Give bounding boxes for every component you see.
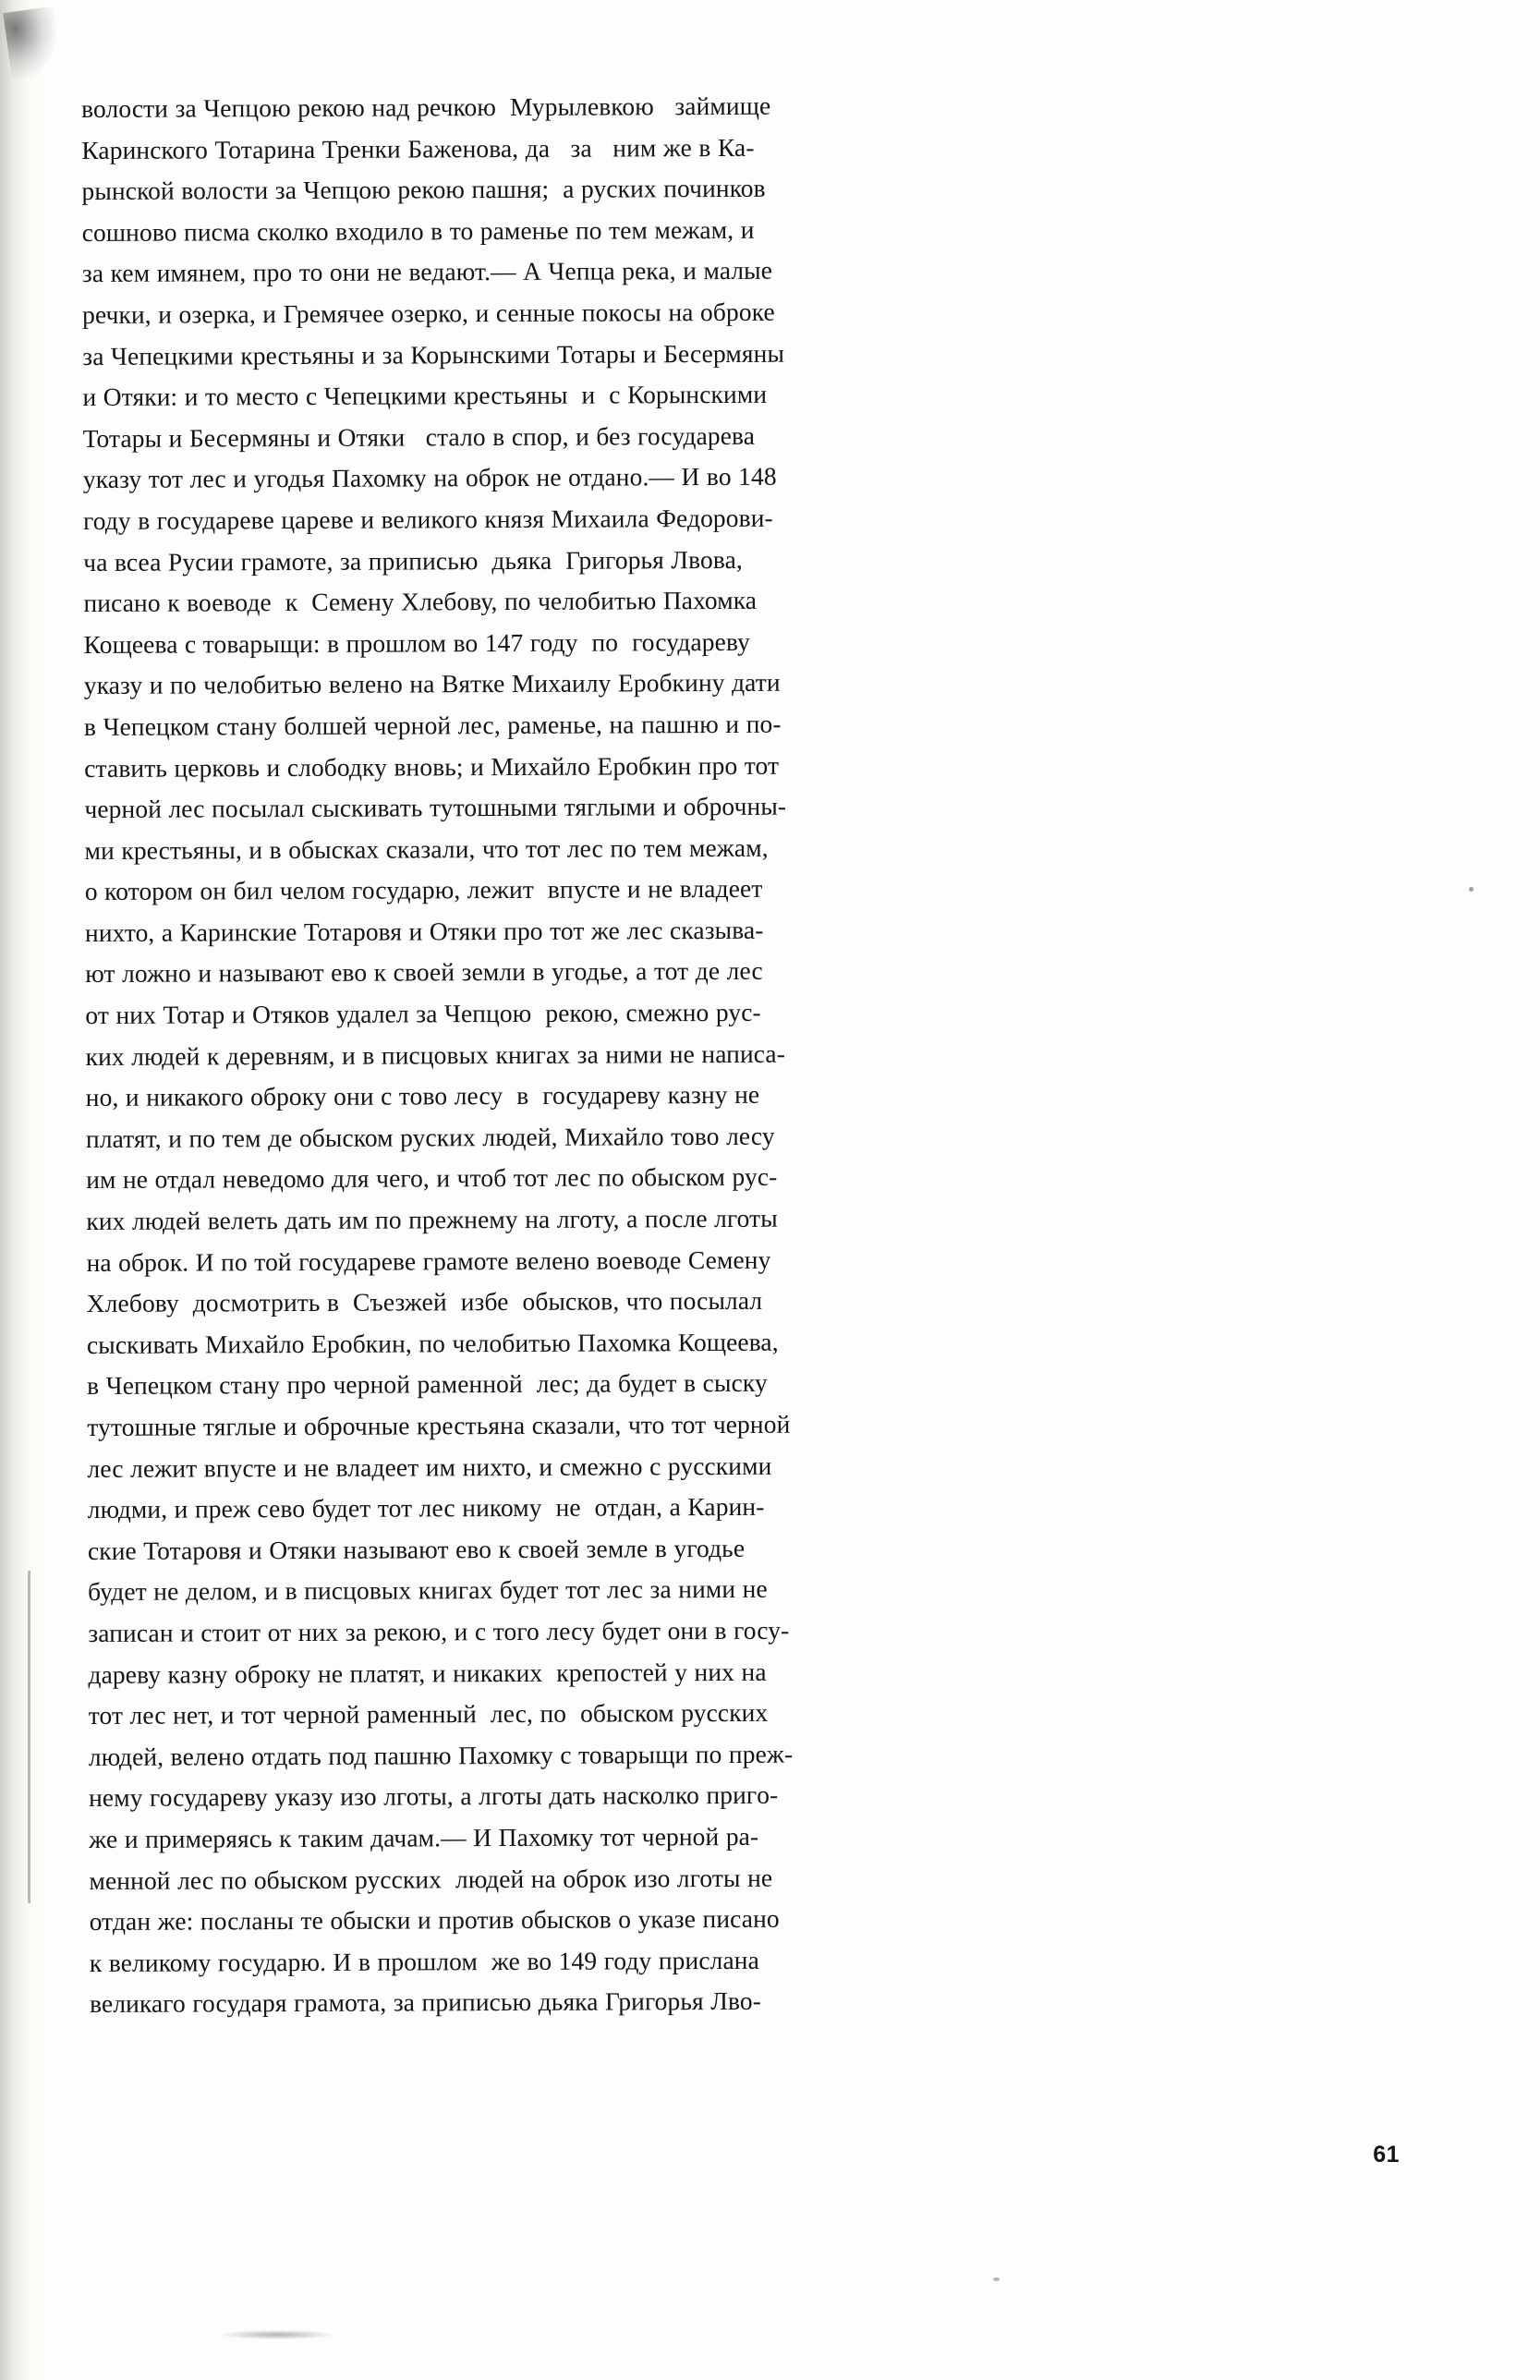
body-line: отдан же: посланы те обыски и против обысков о указе писано [89, 1903, 780, 1937]
body-line: писано к воеводе к Семену Хлебову, по челобитью Пахомка [83, 585, 758, 618]
body-line: в Чепецком стану болшей черной лес, раменье, на пашню и по- [83, 709, 782, 741]
speck-artifact-bottom [993, 2277, 1000, 2281]
body-line: великаго государя грамота, за приписью дьяка Григорья Лво- [89, 1986, 762, 2019]
body-line: и Отяки: и то место с Чепецкими крестьяны и с Корынскими [82, 379, 768, 412]
body-line: платят, и по тем де обыском руских людей, Михайло тово лесу [85, 1121, 775, 1153]
body-line: рынской волости за Чепцою рекою пашня; а руских починков [81, 173, 766, 206]
body-line: волости за Чепцою рекою над речкою Мурылевкою займище [81, 91, 771, 123]
body-line: черной лес посылал сыскивать тутошными тяглыми и оброчны- [84, 791, 787, 824]
speck-artifact-right [1469, 887, 1473, 892]
body-line: за кем имянем, про то они не ведают.— А Чепца река, и малые [81, 256, 773, 288]
body-line: сыскивать Михайло Еробкин, по челобитью Пахомка Кощеева, [86, 1327, 779, 1359]
body-line: ские Тотаровя и Отяки называют ево к своей земле в угодье [87, 1533, 746, 1565]
body-line: от них Тотар и Отяков удалел за Чепцою рекою, смежно рус- [85, 997, 761, 1030]
body-line: дареву казну оброку не платят, и никаких крепостей у них на [88, 1657, 767, 1689]
body-line: но, и никакого оброку они с тово лесу в государеву казну не [85, 1080, 760, 1112]
body-line: указу тот лес и угодья Пахомку на оброк не отдано.— И во 148 [82, 462, 777, 494]
body-line: менной лес по обыском русских людей на оброк изо лготы не [89, 1863, 773, 1895]
body-line: Кощеева с товарыщи: в прошлом во 147 году по государеву [83, 626, 750, 659]
body-line: в Чепецком стану про черной раменной лес; да будет в сыску [87, 1368, 768, 1401]
body-line: году в государеве цареве и великого князя Михаила Федорови- [82, 503, 773, 535]
body-line: людми, и преж сево будет тот лес никому не отдан, а Карин- [87, 1491, 765, 1524]
body-line: ми крестьяны, и в обысках сказали, что тот лес по тем межам, [84, 832, 769, 865]
body-line: ставить церковь и слободку вновь; и Михайло Еробкин про тот [84, 750, 780, 783]
body-line: ких людей велеть дать им по прежнему на лготу, а после лготы [86, 1203, 778, 1236]
body-line: ких людей к деревням, и в писцовых книгах за ними не написа- [85, 1038, 786, 1071]
body-line: указу и по челобитью велено на Вятке Михаилу Еробкину дати [83, 668, 781, 700]
page-number: 61 [1373, 2142, 1400, 2168]
body-line: Тотары и Бесермяны и Отяки стало в спор, и без государева [82, 420, 756, 453]
body-line: ча всеа Русии грамоте, за приписью дьяка Григорья Лвова, [83, 544, 743, 577]
body-line: им не отдал неведомо для чего, и чтоб тот лес по обыском рус- [86, 1162, 778, 1195]
body-line: Хлебову досмотрить в Съезжей избе обысков, что посылал [86, 1286, 763, 1318]
body-line: лес лежит впусте и не владеет им нихто, и смежно с русскими [87, 1451, 772, 1483]
body-line: тот лес нет, и тот черной раменный лес, по обыском русских [88, 1697, 769, 1730]
body-line: нихто, а Каринские Тотаровя и Отяки про тот же лес сказыва- [84, 915, 764, 947]
body-line: за Чепецкими крестьяны и за Корынскими Тотары и Бесермяны [82, 338, 785, 370]
body-line: речки, и озерка, и Гремячее озерко, и сенные покосы на оброке [81, 297, 775, 329]
body-line: же и примеряясь к таким дачам.— И Пахомку тот черной ра- [89, 1821, 759, 1853]
page-edge-shadow [0, 0, 42, 2380]
body-line: к великому государю. И в прошлом же во 149 году прислана [89, 1945, 759, 1977]
corner-smudge-artifact [3, 6, 64, 80]
body-paragraph [81, 83, 1281, 2025]
body-line: о котором он бил челом государю, лежит впусте и не владеет [84, 874, 763, 906]
body-line: на оброк. И по той государеве грамоте велено воеводе Семену [86, 1245, 771, 1277]
body-line: будет не делом, и в писцовых книгах будет тот лес за ними не [88, 1574, 768, 1607]
body-line: тутошные тяглые и оброчные крестьяна сказали, что тот черной [87, 1409, 791, 1441]
spine-mark-artifact [28, 1571, 30, 1903]
body-line: Каринского Тотарина Тренки Баженова, да за ним же в Ка- [81, 132, 755, 164]
body-line: ют ложно и называют ево к своей земли в угодье, а тот де лес [85, 956, 763, 989]
body-line: нему государеву указу изо лготы, а лготы дать насколко пригo- [89, 1780, 779, 1813]
body-text-block [81, 83, 1281, 2025]
body-line: людей, велено отдать под пашню Пахомку с товарыщи по преж- [88, 1739, 794, 1771]
body-line: сошново писма сколко входило в то раменье по тем межам, и [81, 214, 755, 247]
bottom-smudge-artifact [222, 2330, 333, 2339]
body-line: записан и стоит от них за рекою, и с того лесу будет они в госу- [88, 1615, 790, 1647]
